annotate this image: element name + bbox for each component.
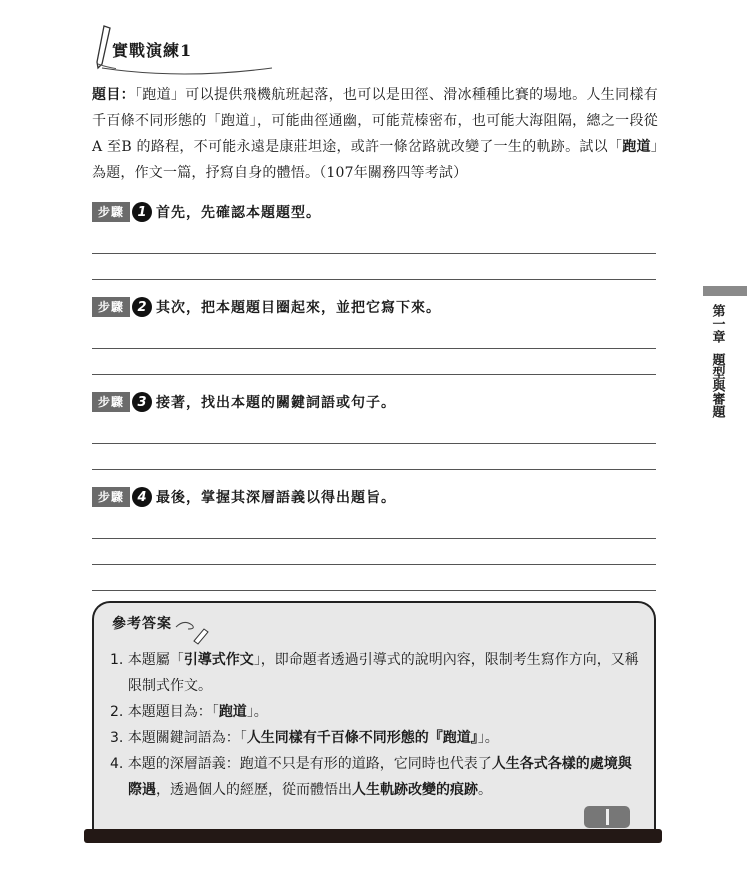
step-number: 4 <box>132 487 152 507</box>
writing-line <box>92 538 656 539</box>
item-text: 」。 <box>246 704 268 720</box>
step-3 <box>92 391 396 413</box>
item-number: 3. <box>110 730 124 746</box>
answer-list <box>110 647 640 803</box>
item-text: ，透過個人的經歷，從而體悟出 <box>156 782 352 798</box>
item-number: 2. <box>110 704 124 720</box>
step-text: 最後，掌握其深層語義以得出題旨。 <box>156 490 397 506</box>
step-text: 首先，先確認本題題型。 <box>156 205 322 221</box>
step-badge: 步驟 <box>92 392 130 412</box>
writing-line <box>92 443 656 444</box>
writing-line <box>92 564 656 565</box>
item-emphasis: 引導式作文 <box>183 652 254 668</box>
question-topic: 跑道 <box>622 139 651 155</box>
step-2 <box>92 296 441 318</box>
item-emphasis: 跑道 <box>218 704 247 720</box>
chapter-number: 第一章 <box>709 304 725 343</box>
writing-line <box>92 469 656 470</box>
reference-answer-box <box>92 601 656 829</box>
writing-line <box>92 374 656 375</box>
footer-bar <box>84 829 662 843</box>
step-number: 3 <box>132 392 152 412</box>
item-emphasis: 人生軌跡改變的痕跡 <box>352 782 478 798</box>
page-title: 實戰演練1 <box>112 41 193 60</box>
chapter-title: 題型與審題 <box>709 353 725 418</box>
answer-item-3 <box>110 725 640 751</box>
item-text: 」。 <box>477 730 499 746</box>
item-text: 」，即命題者透過引導式的說明內容，限制考生寫作方向，又稱限制式作文。 <box>128 652 639 694</box>
step-text: 接著，找出本題的關鍵詞語或句子。 <box>156 395 397 411</box>
answer-item-1 <box>110 647 640 699</box>
writing-line <box>92 279 656 280</box>
item-text: 本題題目為：「 <box>127 704 219 720</box>
step-4 <box>92 486 396 508</box>
writing-line <box>92 590 656 591</box>
item-text: 本題關鍵詞語為：「 <box>127 730 247 746</box>
item-emphasis: 人生各式各樣的處境與際遇 <box>128 756 632 798</box>
item-number: 4. <box>110 756 124 772</box>
step-badge: 步驟 <box>92 202 130 222</box>
question-label: 題目： <box>92 87 135 103</box>
writing-line <box>92 348 656 349</box>
question-prompt <box>92 82 658 186</box>
pencil-doodle-icon <box>174 615 214 645</box>
page-tab <box>584 806 630 828</box>
question-text-2: 」為題，作文一篇，抒寫自身的體悟。（107年關務四等考試） <box>92 139 658 181</box>
writing-line <box>92 253 656 254</box>
question-text-1: 「跑道」可以提供飛機航班起落，也可以是田徑、滑冰種種比賽的場地。人生同樣有千百條不同形態的「跑道」，可能曲徑通幽，可能荒榛密布，也可能大海阻隔，總之一段從A 至B 的路程，不可能永遠是康莊坦途，或許一條岔路就改變了一生的軌跡。試以「 <box>92 87 658 155</box>
step-badge: 步驟 <box>92 297 130 317</box>
item-text: 本題的深層語義：跑道不只是有形的道路，它同時也代表了 <box>127 756 492 772</box>
step-number: 2 <box>132 297 152 317</box>
item-emphasis: 人生同樣有千百條不同形態的『跑道』 <box>246 730 478 746</box>
section-heading <box>92 24 282 76</box>
step-text: 其次，把本題題目圈起來，並把它寫下來。 <box>156 300 442 316</box>
answer-item-2 <box>110 699 640 725</box>
chapter-tab-bar <box>703 286 747 296</box>
step-number: 1 <box>132 202 152 222</box>
step-1 <box>92 201 321 223</box>
item-text: 本題屬「 <box>127 652 184 668</box>
step-badge: 步驟 <box>92 487 130 507</box>
answer-heading: 參考答案 <box>112 616 172 632</box>
chapter-tab <box>708 304 726 418</box>
item-text: 。 <box>478 782 492 798</box>
answer-item-4 <box>110 751 640 803</box>
item-number: 1. <box>110 652 124 668</box>
